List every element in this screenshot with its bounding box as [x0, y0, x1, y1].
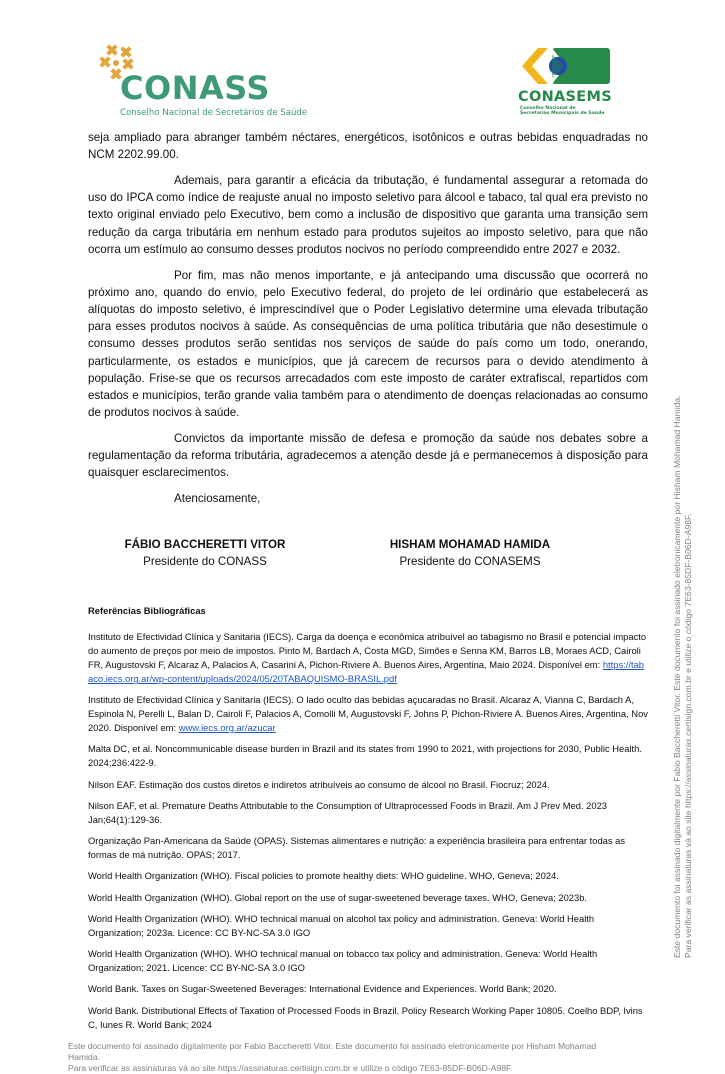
conass-logo-subtitle: Conselho Nacional de Secretários de Saúde [120, 108, 308, 118]
signatory-title: Presidente do CONASEMS [399, 555, 541, 569]
reference-item: World Health Organization (WHO). Global report on the use of sugar-sweetened beverage taxes. WHO, Geneva; 2023b. [88, 891, 588, 903]
reference-text: Instituto de Efectividad Clínica y Sanitaria (IECS). O lado oculto das bebidas açucaradas no Brasil. Alcaraz A, Vianna C, Bardach A, Espinola N, Perelli L, Balan D, Cairoli F, Palacios A, Comolli M, Augustovski F, Johns P, Pichon-Riviere A. Buenos Aires, Argentina, Nov 2020. Disponível em: [88, 694, 648, 734]
references-section [88, 604, 648, 1031]
reference-item [88, 630, 648, 686]
reference-item: Nilson EAF, et al. Premature Deaths Attributable to the Consumption of Ultraprocessed Foods in Brazil. Am J Prev Med. 2023 Jan;64(1):129-36. [88, 799, 607, 825]
conasems-subtitle-line2: Secretarias Municipais de Saúde [520, 111, 605, 117]
conass-logo-name: CONASS [120, 69, 270, 107]
signatory-name: HISHAM MOHAMAD HAMIDA [389, 538, 551, 552]
stamp-line-1: Este documento foi assinado digitalmente por Fabio Baccheretti Vitor. Este documento foi assinado eletronicamente por Hisham Mohamad Hamida. [68, 1041, 597, 1062]
paragraph-thanks: Convictos da importante missão de defesa e promoção da saúde nos debates sobre a regulamentação da reforma tributária, agradecemos a atenção desde já e permanecemos à disposição para quaisquer esclarecimentos. [88, 432, 648, 480]
paragraph-continuation: seja ampliado para abranger também néctares, energéticos, isotônicos e outras bebidas enquadradas no NCM 2202.99.00. [88, 131, 648, 162]
reference-item: World Bank. Distributional Effects of Taxation of Processed Foods in Brazil. Policy Research Working Paper 10805. Coelho BDP, Ivins C, Iunes R. World Bank; 2024 [88, 1004, 643, 1030]
paragraph-ipca: Ademais, para garantir a eficácia da tributação, é fundamental assegurar a retomada do uso do IPCA como índice de reajuste anual no imposto seletivo para álcool e tabaco, tal qual era previsto no texto original enviado pelo Executivo, bem como a inclusão de dispositivo que garanta uma transição sem redução da carga tributária em nenhum estado para produtos sujeitos ao imposto seletivo, para que não ocorra um estímulo ao consumo desses produtos nocivos no período compreendido entre 2027 e 2032. [88, 174, 648, 256]
signature-stamp-side [672, 258, 694, 958]
reference-item: Nilson EAF. Estimação dos custos diretos e indiretos atribuíveis ao consumo de álcool no Brasil. Fiocruz; 2024. [88, 778, 550, 790]
reference-item: World Bank. Taxes on Sugar-Sweetened Beverages: International Evidence and Experiences. World Bank; 2020. [88, 983, 557, 995]
conass-logo [98, 44, 338, 124]
signatory-title: Presidente do CONASS [143, 555, 267, 569]
signature-conass [112, 536, 298, 570]
references-title: Referências Bibliográficas [88, 605, 206, 617]
signatures-row [88, 536, 648, 576]
signature-conasems [380, 536, 560, 570]
conasems-subtitle-line1: Conselho Nacional de [520, 106, 576, 111]
reference-link[interactable]: https://tabaco.iecs.org.ar/wp-content/uploads/2024/05/20TABAQUISMO-BRASIL.pdf [88, 659, 645, 685]
conasems-logo-subtitle [520, 106, 620, 117]
reference-item: World Health Organization (WHO). WHO technical manual on tobacco tax policy and administration. Geneva: World Health Organization; 2021. Licence: CC BY-NC-SA 3.0 IGO [88, 948, 598, 974]
side-stamp-line-2: Para verificar as assinaturas vá ao site https://assinaturas.certisign.com.br e utilize o código 7E63-85DF-B06D-A98F. [683, 513, 693, 958]
conasems-logo-name: CONASEMS [518, 89, 612, 105]
reference-item: Malta DC, et al. Noncommunicable disease burden in Brazil and its states from 1990 to 2021, with projections for 2030, Public Health. 2024;236:422-9. [88, 743, 642, 769]
signature-stamp-footer [68, 1041, 628, 1074]
reference-item: World Health Organization (WHO). Fiscal policies to promote healthy diets: WHO guideline. WHO, Geneva; 2024. [88, 870, 559, 882]
reference-item [88, 693, 648, 735]
conasems-emblem-icon [518, 44, 614, 88]
reference-link[interactable]: www.iecs.org.ar/azucar [178, 722, 276, 734]
stamp-line-2: Para verificar as assinaturas vá ao site https://assinaturas.certisign.com.br e utilize o código 7E63-85DF-B06D-A98F. [68, 1063, 513, 1073]
reference-text: Instituto de Efectividad Clínica y Sanitaria (IECS). Carga da doença e econômica atribuível ao tabagismo no Brasil e potencial impacto do aumento de preços por meio de impostos. Pinto M, Bardach A, Costa MGD, Simões e Senna KM, Barros LB, Moraes ACD, Cairoli FR, Augustovski F, Alcaraz A, Palacios A, Casarini A, Pichon-Riviere A. Buenos Aires, Argentina, Maio 2024. Disponível em: [88, 631, 647, 671]
reference-item: Organização Pan-Americana da Saúde (OPAS). Sistemas alimentares e nutrição: a experiência brasileira para enfrentar todas as formas de má nutrição. OPAS; 2017. [88, 835, 626, 861]
signatory-name: FÁBIO BACCHERETTI VITOR [124, 538, 286, 552]
side-stamp-line-1: Este documento foi assinado digitalmente por Fabio Baccheretti Vitor. Este documento foi assinado eletronicamente por Hisham Mohamad Hamida. [672, 395, 682, 958]
conasems-logo [510, 44, 620, 122]
paragraph-legislative: Por fim, mas não menos importante, e já antecipando uma discussão que ocorrerá no próximo ano, quando do envio, pelo Executivo federal, do projeto de lei ordinário que estabelecerá as alíquotas do imposto seletivo, é imprescindível que o Poder Legislativo determine uma elevada tributação para esses produtos nocivos à saúde. As consequências de uma política tributária que não desestimule o consumo desses produtos serão sentidas nos serviços de saúde do país como um todo, onerando, particularmente, os estados e municípios, que já carecem de recursos para o devido atendimento à população. Frise-se que os recursos arrecadados com este imposto de caráter extrafiscal, repartidos com estados e municípios, terão grande valia também para o atendimento de doenças relacionadas ao consumo de produtos nocivos à saúde. [88, 268, 648, 420]
letter-body [88, 129, 648, 482]
closing-salutation: Atenciosamente, [174, 492, 261, 506]
main-column [88, 129, 648, 1039]
reference-item: World Health Organization (WHO). WHO technical manual on alcohol tax policy and administration. Geneva: World Health Organization; 2023a. Licence: CC BY-NC-SA 3.0 IGO [88, 912, 595, 938]
